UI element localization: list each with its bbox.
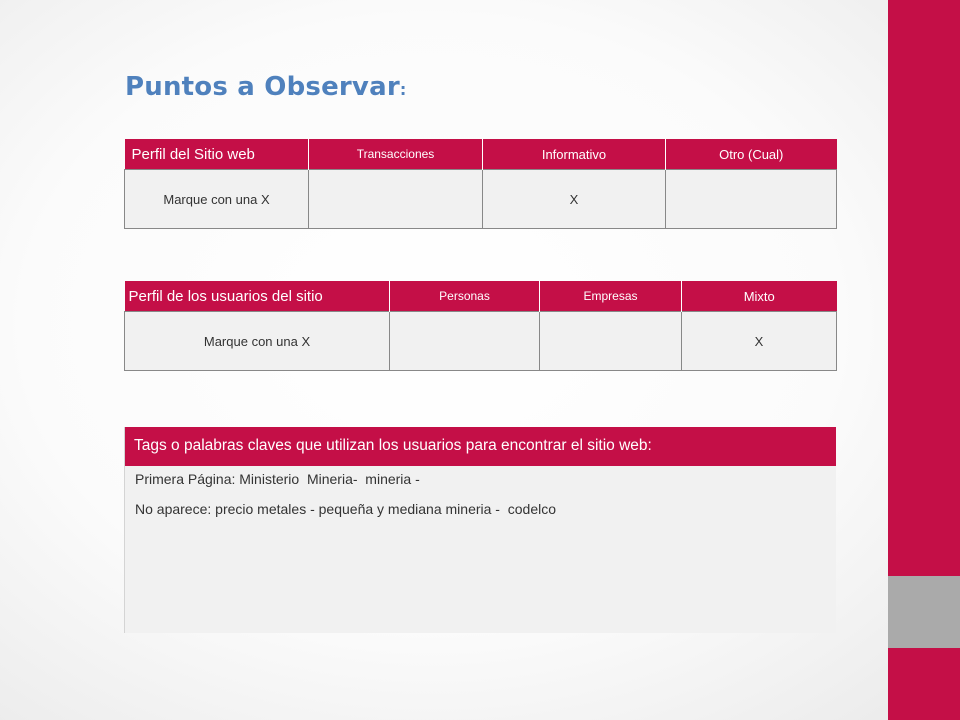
user-profile-header-empresas: Empresas [540,281,682,312]
site-profile-cell-otro [666,170,837,229]
user-profile-row [125,312,837,371]
site-profile-header-otro: Otro (Cual) [666,139,837,170]
tags-first-page-line: Primera Página: Ministerio Mineria- mineria - [135,471,420,487]
user-profile-cell-personas [390,312,540,371]
slide-title-text: Puntos a Observar [125,72,400,102]
tags-header: Tags o palabras claves que utilizan los usuarios para encontrar el sitio web: [125,427,836,466]
site-profile-row-label: Marque con una X [125,170,309,229]
user-profile-row-label: Marque con una X [125,312,390,371]
user-profile-cell-mixto: X [682,312,837,371]
user-profile-header-label: Perfil de los usuarios del sitio [125,281,390,312]
side-accent-bar-top [888,0,960,576]
tags-table [124,427,836,633]
user-profile-cell-empresas [540,312,682,371]
site-profile-cell-transacciones [309,170,483,229]
site-profile-cell-informativo: X [483,170,666,229]
site-profile-table [124,139,837,229]
side-accent-bar-middle [888,576,960,648]
slide-title-colon: : [399,80,407,99]
user-profile-header-row [125,281,837,312]
user-profile-header-personas: Personas [390,281,540,312]
slide-title [125,72,406,102]
site-profile-row [125,170,837,229]
site-profile-header-label: Perfil del Sitio web [125,139,309,170]
side-accent-bar-bottom [888,648,960,720]
site-profile-header-informativo: Informativo [483,139,666,170]
tags-not-found-line: No aparece: precio metales - pequeña y mediana mineria - codelco [135,501,557,517]
site-profile-header-row [125,139,837,170]
user-profile-header-mixto: Mixto [682,281,837,312]
site-profile-header-transacciones: Transacciones [309,139,483,170]
user-profile-table [124,281,837,371]
